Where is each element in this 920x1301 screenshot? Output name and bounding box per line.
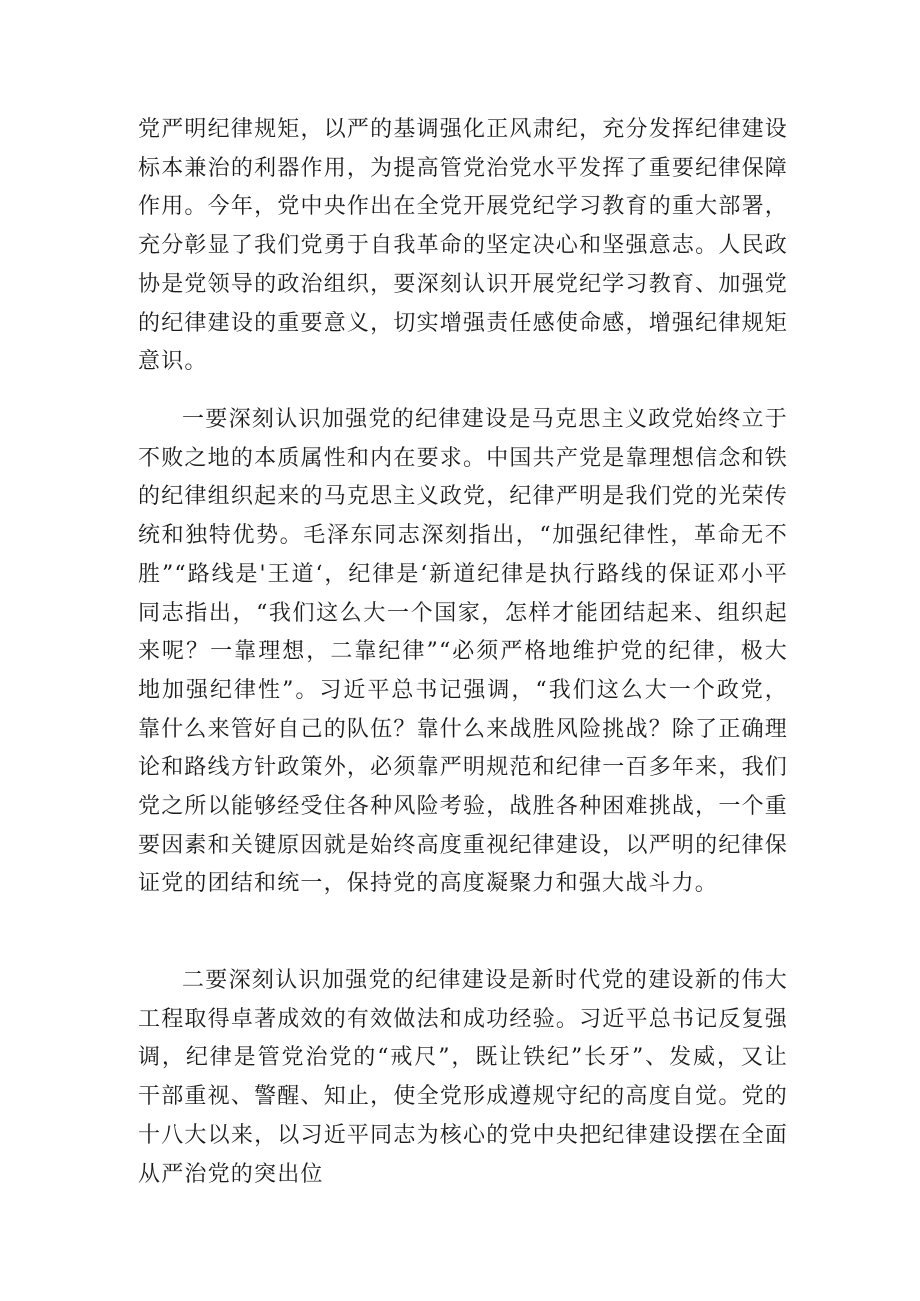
paragraph-text: 二要深刻认识加强党的纪律建设是新时代党的建设新的伟大工程取得卓著成效的有效做法和成功经验。习近平总书记反复强调，纪律是管党治党的“戒尺”，既让铁纪”长牙”、发威，又让干部重视、警醒、知止，使全党形成遵规守纪的高度自觉。党的十八大以来，以习近平同志为核心的党中央把纪律建设摆在全面从严治党的突出位 bbox=[138, 968, 788, 1187]
paragraph-point-two bbox=[138, 962, 788, 1194]
paragraph-point-one bbox=[138, 401, 788, 904]
paragraph-intro bbox=[138, 111, 788, 382]
paragraph-text: 党严明纪律规矩，以严的基调强化正风肃纪，充分发挥纪律建设标本兼治的利器作用，为提高管党治党水平发挥了重要纪律保障作用。今年，党中央作出在全党开展党纪学习教育的重大部署，充分彰显了我们党勇于自我革命的坚定决心和坚强意志。人民政协是党领导的政治组织，要深刻认识开展党纪学习教育、加强党的纪律建设的重要意义，切实增强责任感使命感，增强纪律规矩意识。 bbox=[138, 117, 788, 375]
paragraph-text: 一要深刻认识加强党的纪律建设是马克思主义政党始终立于不败之地的本质属性和内在要求。中国共产党是靠理想信念和铁的纪律组织起来的马克思主义政党，纪律严明是我们党的光荣传统和独特优势。毛泽东同志深刻指出，“加强纪律性，革命无不胜”“路线是'王道‘，纪律是‘新道纪律是执行路线的保证邓小平同志指出，“我们这么大一个国家，怎样才能团结起来、组织起来呢？一靠理想，二靠纪律”“必须严格地维护党的纪律，极大地加强纪律性”。习近平总书记强调，“我们这么大一个政党，靠什么来管好自己的队伍？靠什么来战胜风险挑战？除了正确理论和路线方针政策外，必须靠严明规范和纪律一百多年来，我们党之所以能够经受住各种风险考验，战胜各种困难挑战，一个重要因素和关键原因就是始终高度重视纪律建设，以严明的纪律保证党的团结和统一，保持党的高度凝聚力和强大战斗力。 bbox=[138, 407, 788, 897]
